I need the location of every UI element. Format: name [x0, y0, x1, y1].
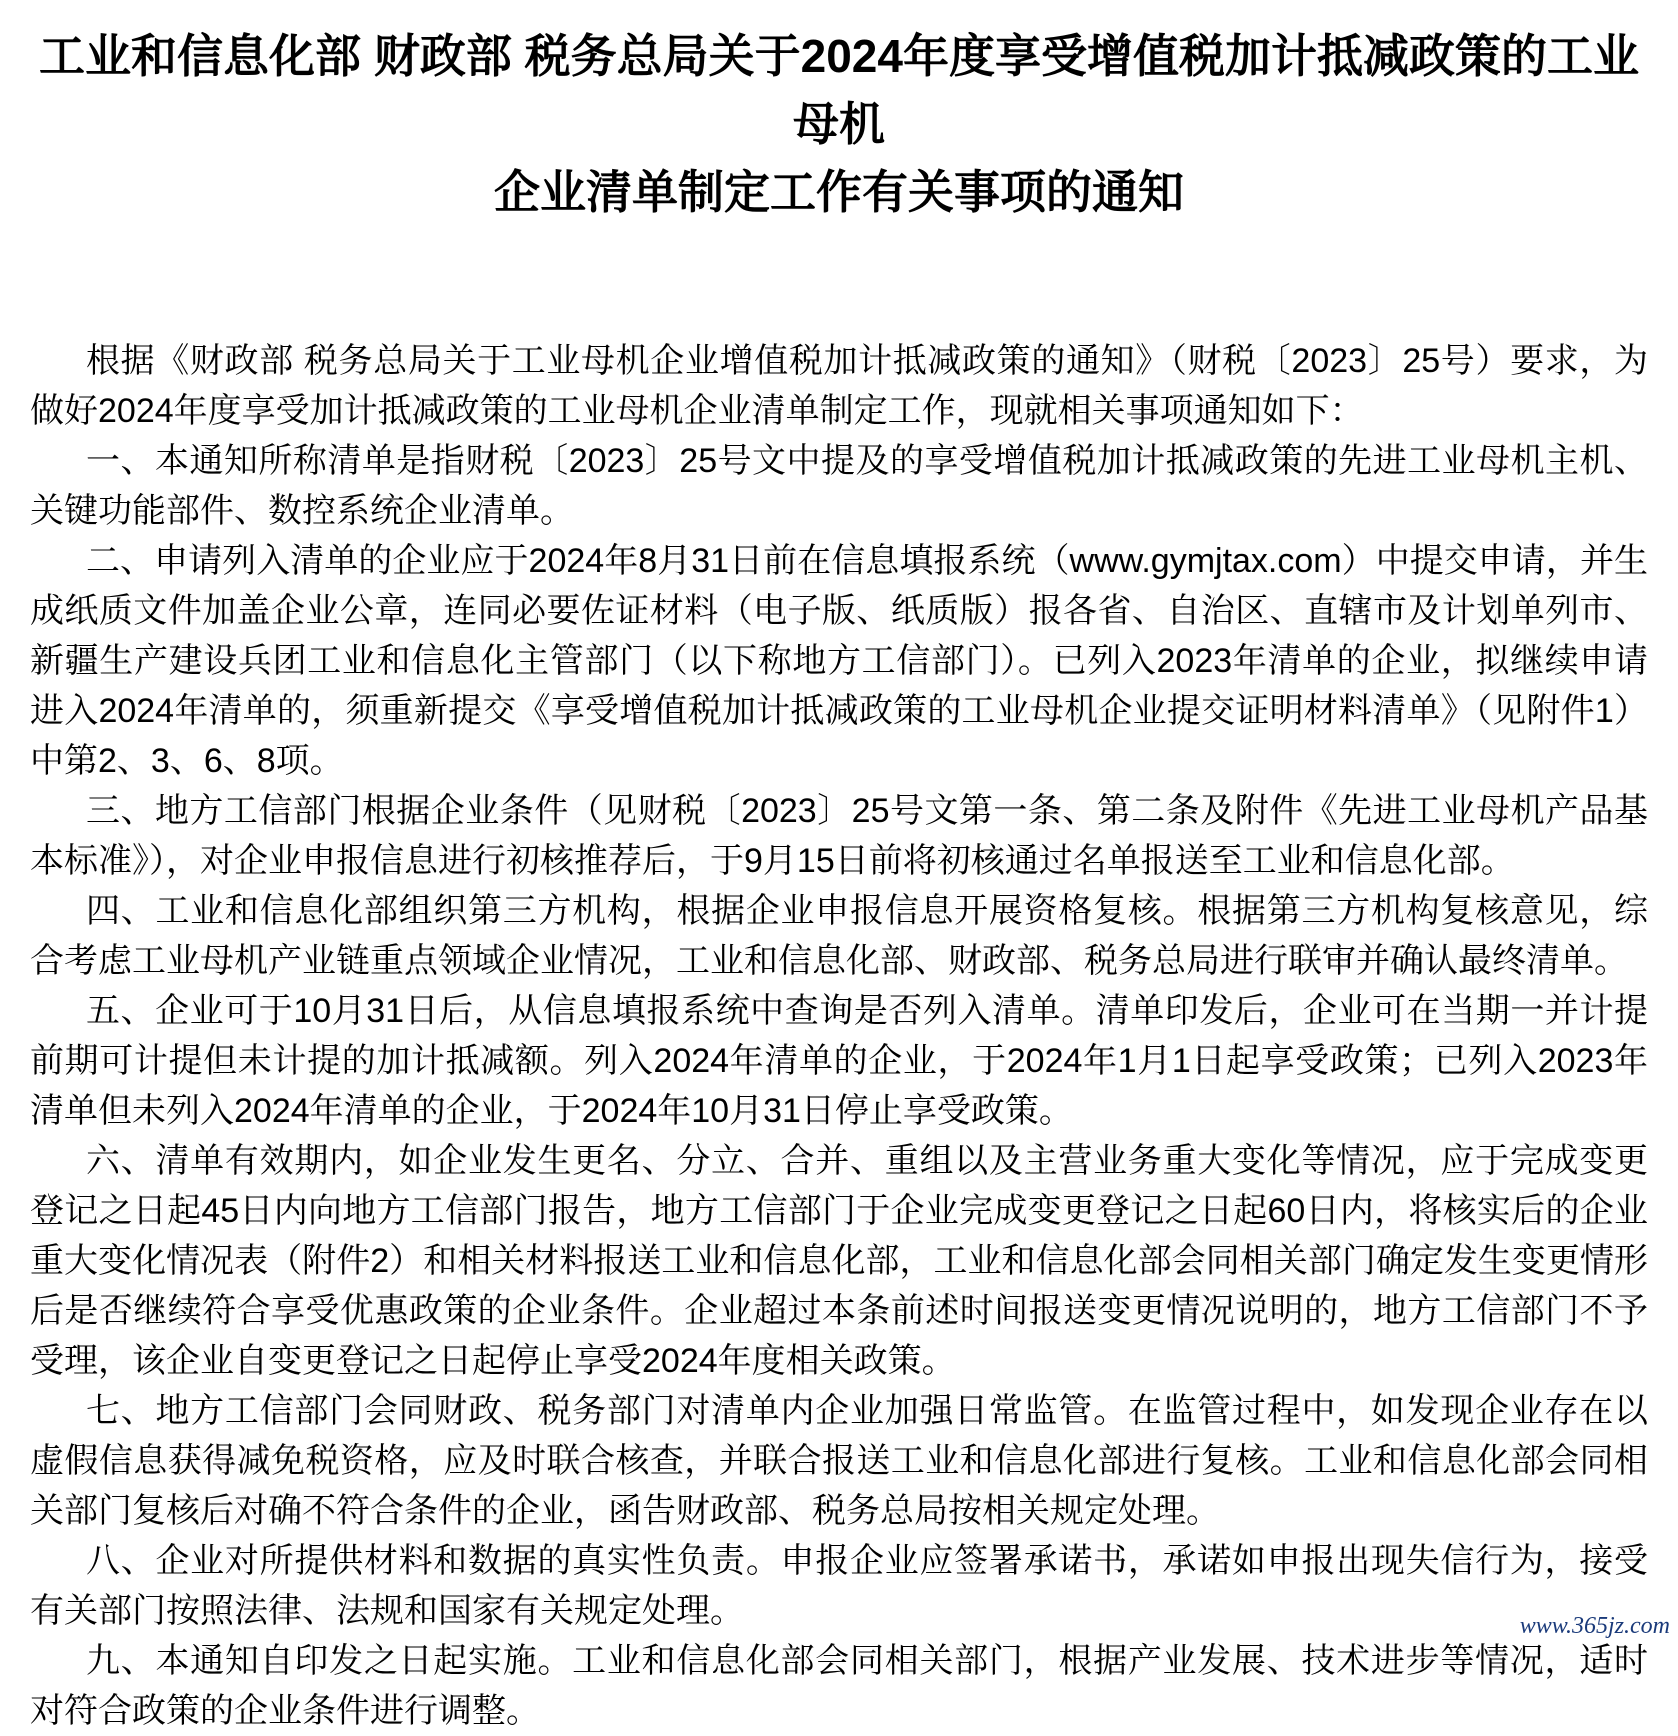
paragraph-item-3: 三、地方工信部门根据企业条件（见财税〔2023〕25号文第一条、第二条及附件《先进工业母机产品基本标准》），对企业申报信息进行初核推荐后，于9月15日前将初核通过名单报送至工业和信息化部。	[30, 792, 1648, 880]
paragraph-item-7: 七、地方工信部门会同财政、税务部门对清单内企业加强日常监管。在监管过程中，如发现企业存在以虚假信息获得减免税资格，应及时联合核查，并联合报送工业和信息化部进行复核。工业和信息化部会同相关部门复核后对确不符合条件的企业，函告财政部、税务总局按相关规定处理。	[30, 1392, 1648, 1530]
paragraph-item-4: 四、工业和信息化部组织第三方机构，根据企业申报信息开展资格复核。根据第三方机构复核意见，综合考虑工业母机产业链重点领域企业情况，工业和信息化部、财政部、税务总局进行联审并确认最终清单。	[30, 892, 1648, 980]
document-title-line-2: 企业清单制定工作有关事项的通知	[494, 166, 1184, 218]
paragraph-item-9: 九、本通知自印发之日起实施。工业和信息化部会同相关部门，根据产业发展、技术进步等情况，适时对符合政策的企业条件进行调整。	[30, 1642, 1648, 1730]
document-title	[30, 22, 1648, 226]
paragraph-intro: 根据《财政部 税务总局关于工业母机企业增值税加计抵减政策的通知》（财税〔2023〕25号）要求，为做好2024年度享受加计抵减政策的工业母机企业清单制定工作，现就相关事项通知如下：	[30, 342, 1648, 430]
paragraph-item-1: 一、本通知所称清单是指财税〔2023〕25号文中提及的享受增值税加计抵减政策的先进工业母机主机、关键功能部件、数控系统企业清单。	[30, 442, 1648, 530]
paragraph-item-6: 六、清单有效期内，如企业发生更名、分立、合并、重组以及主营业务重大变化等情况，应于完成变更登记之日起45日内向地方工信部门报告，地方工信部门于企业完成变更登记之日起60日内，将核实后的企业重大变化情况表（附件2）和相关材料报送工业和信息化部，工业和信息化部会同相关部门确定发生变更情形后是否继续符合享受优惠政策的企业条件。企业超过本条前述时间报送变更情况说明的，地方工信部门不予受理，该企业自变更登记之日起停止享受2024年度相关政策。	[30, 1142, 1648, 1380]
document-body	[30, 336, 1648, 1736]
document-title-line-1: 工业和信息化部 财政部 税务总局关于2024年度享受增值税加计抵减政策的工业母机	[39, 30, 1639, 150]
site-watermark: www.365jz.com	[1519, 1613, 1670, 1639]
paragraph-item-8: 八、企业对所提供材料和数据的真实性负责。申报企业应签署承诺书，承诺如申报出现失信行为，接受有关部门按照法律、法规和国家有关规定处理。	[30, 1542, 1648, 1630]
paragraph-item-2: 二、申请列入清单的企业应于2024年8月31日前在信息填报系统（www.gymjtax.com）中提交申请，并生成纸质文件加盖企业公章，连同必要佐证材料（电子版、纸质版）报各省、自治区、直辖市及计划单列市、新疆生产建设兵团工业和信息化主管部门（以下称地方工信部门）。已列入2023年清单的企业，拟继续申请进入2024年清单的，须重新提交《享受增值税加计抵减政策的工业母机企业提交证明材料清单》（见附件1）中第2、3、6、8项。	[30, 542, 1648, 780]
paragraph-item-5: 五、企业可于10月31日后，从信息填报系统中查询是否列入清单。清单印发后，企业可在当期一并计提前期可计提但未计提的加计抵减额。列入2024年清单的企业，于2024年1月1日起享受政策；已列入2023年清单但未列入2024年清单的企业，于2024年10月31日停止享受政策。	[30, 992, 1648, 1130]
document-page	[0, 22, 1678, 1730]
